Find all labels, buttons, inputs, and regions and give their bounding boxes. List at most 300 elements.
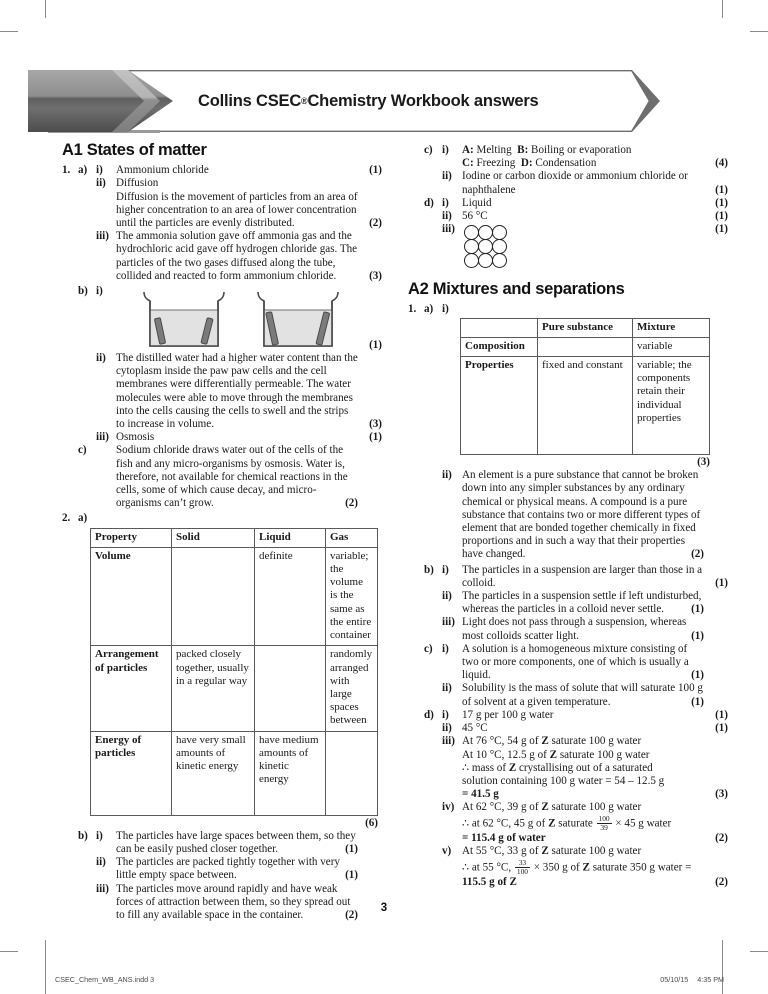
marks-value: (1): [369, 338, 382, 351]
answer-a2-1d-v: [408, 845, 728, 889]
answer-text-value: Sodium chloride draws water out of the cells of the fish and any micro-organisms by osmosis. Water is, therefore, not available for chemical reactions in the cells, some of which cause decay, and micro-organisms can’t grow.: [116, 444, 348, 510]
question-number: 1.: [408, 303, 417, 316]
cell-mixture: variable: [633, 337, 710, 356]
circle-row: [464, 225, 704, 239]
working-text: crystallising out of a saturated: [516, 761, 653, 774]
crop-mark-left-horizontal: [0, 31, 18, 32]
answer-a2-1c-ii: [408, 682, 728, 708]
answer-1a-i: [62, 164, 382, 177]
states-of-matter-table: [90, 528, 378, 816]
sub-part-roman: i): [96, 285, 103, 298]
marks-value: (1): [345, 842, 358, 855]
marks-value: (3): [697, 456, 710, 469]
spacer: [424, 722, 442, 735]
marks-value: (1): [715, 576, 728, 589]
spacer: [408, 682, 424, 708]
sub-part-roman: ii): [442, 469, 452, 482]
crop-mark-bottom-left-horizontal: [0, 951, 18, 952]
cell-property: Arrangement of particles: [91, 646, 172, 731]
beaker-right-icon: [252, 288, 344, 352]
cell-solid: packed closely together, usually in a regular way: [172, 646, 255, 731]
spacer: [96, 444, 116, 510]
states-of-matter-table-wrapper: [90, 528, 378, 830]
spacer: [706, 682, 728, 708]
marks-value: (1): [715, 196, 728, 209]
answer-text: [462, 682, 706, 708]
spacer: [360, 512, 382, 525]
spacer: [424, 682, 442, 708]
working-line-2: [462, 749, 704, 762]
crop-mark-bottom-right-vertical: [722, 940, 723, 994]
working-line-1: [462, 845, 704, 858]
cell-property: Volume: [91, 547, 172, 645]
pure-vs-mixture-table-wrapper: [460, 318, 710, 470]
sub-part-roman: v): [442, 845, 452, 858]
spacer: [408, 590, 424, 616]
result-value: = 115.4 g of water: [462, 832, 546, 845]
section-heading-a2: A2 Mixtures and separations: [408, 280, 625, 299]
left-column: [62, 141, 382, 922]
table-header-row: [91, 528, 378, 547]
cell-gas: randomly arranged with large spaces between: [326, 646, 378, 731]
answer-text: 17 g per 100 g water: [462, 708, 554, 721]
beaker-diagram: [116, 285, 360, 352]
answer-text: The distilled water had a higher water content than the cytoplasm inside the paw paw cells and the cell membranes were differentially permeable. The water molecules were able to move through the membranes into the cells causing the cells to swell and the strips to increase in volume.: [116, 352, 358, 431]
footer-date: 05/10/15: [660, 975, 689, 984]
page-header-banner: [28, 70, 688, 134]
working-text: saturate 350 g water =: [589, 861, 692, 874]
spacer: [116, 512, 360, 525]
sub-part-roman: ii): [96, 177, 106, 190]
spacer: [408, 469, 424, 561]
spacer: [78, 230, 96, 283]
fraction: [515, 859, 530, 876]
answer-1d-iii: [408, 223, 728, 267]
marks-value: (1): [369, 164, 382, 177]
spacer: [408, 845, 424, 889]
part-letter: c): [424, 642, 433, 655]
column-header-mixture: Mixture: [633, 318, 710, 337]
pure-vs-mixture-table: [460, 318, 710, 455]
marks-value: (1): [715, 210, 728, 223]
marks-value: (2): [715, 832, 728, 845]
table-header-row: [461, 318, 710, 337]
part-letter: a): [78, 512, 88, 525]
marks-value: (2): [369, 217, 382, 230]
sub-part-roman: i): [96, 164, 103, 177]
answer-2b-ii: [62, 856, 382, 882]
marks-value: (1): [715, 183, 728, 196]
circle-row: [464, 253, 704, 267]
answer-2a-label: [62, 512, 382, 525]
cell-gas: variable; the volume is the same as the entire container: [326, 547, 378, 645]
sub-part-roman: ii): [442, 210, 452, 223]
spacer: [408, 564, 424, 590]
spacer: [424, 845, 442, 889]
table-row: [91, 646, 378, 731]
answer-line-ab: [462, 144, 704, 157]
answer-text: [116, 856, 360, 882]
part-letter: b): [78, 285, 88, 298]
working-text: At 10 °C, 12.5 g of: [462, 748, 550, 761]
spacer: [424, 210, 442, 223]
marks-value: (1): [715, 722, 728, 735]
working-line-1: [462, 735, 704, 748]
page-footer: [55, 975, 724, 984]
particle-circle-icon: [464, 239, 479, 254]
value-c: Freezing: [473, 157, 516, 170]
part-letter: a): [424, 303, 434, 316]
cell-pure: [538, 337, 633, 356]
substance-z: Z: [541, 845, 549, 858]
answer-text-value: The particles have large spaces between them, so they can be easily pushed closer together.: [116, 829, 356, 855]
answer-a2-1d-iii: [408, 735, 728, 801]
cell-property: Energy of particles: [91, 731, 172, 815]
answer-text-value: An element is a pure substance that cannot be broken down into any simpler substances by any ordinary chemical or physical means. A compound is a pure substance that contains two or more different types of element that are bonded together chemically in fixed proportions and in such a way that their properties have changed.: [462, 469, 701, 561]
sub-part-roman: ii): [96, 856, 106, 869]
particle-circle-icon: [478, 239, 493, 254]
spacer: [78, 856, 96, 882]
spacer: [424, 801, 442, 845]
answer-a2-1b-i: [408, 564, 728, 590]
working-text: saturate 100 g water: [548, 801, 642, 814]
answer-text: [462, 643, 706, 683]
answer-text: The particles in a suspension are larger than those in a colloid.: [462, 563, 703, 589]
working-text: saturate: [555, 817, 596, 830]
table-row: [461, 357, 710, 455]
spacer: [360, 444, 382, 510]
working-text: × 350 g of: [530, 861, 583, 874]
particle-circle-icon: [464, 253, 479, 268]
part-letter: c): [424, 144, 433, 156]
footer-time: 4:35 PM: [697, 975, 724, 984]
table-row: [461, 337, 710, 356]
working-text: ∴ mass of: [462, 761, 509, 774]
column-header-gas: Gas: [326, 528, 378, 547]
marks-value: (3): [369, 418, 382, 431]
marks-value: (3): [369, 269, 382, 282]
spacer: [408, 801, 424, 845]
sub-part-roman: iii): [96, 882, 109, 895]
spacer: [360, 830, 382, 856]
crop-mark-right-horizontal: [750, 31, 768, 32]
answer-1b-i: [62, 285, 382, 352]
answer-a2-1b-ii: [408, 590, 728, 616]
part-letter: d): [424, 708, 434, 721]
sub-part-roman: ii): [442, 682, 452, 695]
right-column: [408, 144, 728, 889]
working-line-2: [462, 815, 704, 833]
answer-a2-1d-iv: [408, 801, 728, 845]
sub-part-roman: i): [442, 708, 449, 721]
answer-text: Liquid: [462, 196, 492, 209]
result-value: 115.5 g of Z: [462, 876, 517, 889]
column-header-liquid: Liquid: [255, 528, 326, 547]
answer-1c: [62, 444, 382, 510]
beaker-left-icon: [138, 288, 230, 352]
answer-text: The ammonia solution gave off ammonia gas and the hydrochloric acid gave off hydrogen chloride gas. The particles of the two gases diffused along the tube, collided and reacted to form ammonium chloride.: [116, 230, 358, 282]
spacer: [408, 735, 424, 801]
spacer: [424, 590, 442, 616]
working-result: [462, 788, 704, 801]
spacer: [706, 616, 728, 642]
sub-part-roman: i): [442, 563, 449, 576]
spacer: [408, 709, 424, 722]
value-a: Melting: [473, 144, 512, 156]
circle-row: [464, 239, 704, 253]
marks-value: (2): [715, 876, 728, 889]
marks-value: (1): [691, 629, 704, 642]
marks-value: (1): [691, 603, 704, 616]
cell-row-label: Composition: [461, 337, 538, 356]
working-result: [462, 832, 704, 845]
fraction: [597, 815, 612, 832]
sub-part-roman: iii): [442, 616, 455, 629]
answer-text: 56 °C: [462, 210, 488, 223]
sub-part-roman: iv): [442, 801, 455, 814]
spacer: [408, 197, 424, 210]
particle-circle-icon: [478, 253, 493, 268]
part-letter: b): [78, 829, 88, 842]
crop-mark-top-right-vertical: [722, 0, 723, 18]
marks-value: (1): [715, 708, 728, 721]
label-c: C:: [462, 157, 474, 170]
spacer: [62, 830, 78, 856]
answer-text: 45 °C: [462, 722, 488, 735]
cell-gas: [326, 731, 378, 815]
fraction-denominator: 100: [516, 866, 528, 876]
crop-mark-top-left-vertical: [45, 0, 46, 18]
spacer: [706, 643, 728, 683]
cell-solid: [172, 547, 255, 645]
spacer: [424, 735, 442, 801]
cell-solid: have very small amounts of kinetic energy: [172, 731, 255, 815]
spacer: [408, 210, 424, 223]
spacer: [706, 469, 728, 561]
sub-part-roman: ii): [442, 170, 452, 183]
working-line-2: [462, 859, 704, 877]
sub-part-roman: i): [442, 144, 449, 156]
particle-circle-icon: [464, 225, 479, 240]
working-text: At 76 °C, 54 g of: [462, 735, 542, 748]
particle-circle-icon: [492, 225, 507, 240]
answer-text: [462, 144, 706, 170]
answer-a2-1a-ii: [408, 469, 728, 561]
answer-a2-1b-iii: [408, 616, 728, 642]
spacer: [424, 616, 442, 642]
sub-part-roman: i): [96, 829, 103, 842]
cell-row-label: Properties: [461, 357, 538, 455]
column-header-blank: [461, 318, 538, 337]
answer-working: [462, 735, 706, 801]
working-text: ∴ at 62 °C, 45 g of: [462, 817, 549, 830]
marks-value: (3): [715, 788, 728, 801]
answer-text-value: Solubility is the mass of solute that will saturate 100 g of solvent at a given temperature.: [462, 682, 703, 708]
working-line-4: solution containing 100 g water = 54 – 12.5 g: [462, 774, 665, 787]
sub-part-roman: ii): [96, 352, 106, 365]
answer-working: [462, 845, 706, 889]
spacer: [408, 144, 424, 170]
answer-text-value: The particles are packed tightly together with very little empty space between.: [116, 856, 340, 882]
marks-value: (4): [715, 157, 728, 170]
working-result: [462, 876, 704, 889]
page-number: 3: [380, 902, 388, 914]
marks-value: (2): [345, 908, 358, 921]
answer-1b-ii: [62, 352, 382, 431]
particle-circle-icon: [478, 225, 493, 240]
part-letter: c): [78, 444, 87, 457]
spacer: [62, 856, 78, 882]
spacer: [462, 303, 706, 316]
fraction-numerator: 33: [518, 857, 527, 867]
spacer: [62, 177, 78, 230]
substance-z: Z: [541, 735, 549, 748]
answer-line-cd: [462, 157, 704, 170]
spacer: [706, 303, 728, 316]
spacer: [408, 643, 424, 683]
cell-pure: fixed and constant: [538, 357, 633, 455]
spacer: [78, 177, 96, 230]
answer-1b-iii: [62, 431, 382, 444]
cell-liquid: [255, 646, 326, 731]
table-row: [91, 731, 378, 815]
marks-value: (2): [691, 548, 704, 561]
answer-1d-i: [408, 197, 728, 210]
answer-text-line1: Diffusion: [116, 177, 159, 190]
fraction-numerator: 100: [598, 813, 610, 823]
spacer: [78, 352, 96, 431]
sub-part-roman: iii): [96, 230, 109, 243]
spacer: [408, 722, 424, 735]
sub-part-roman: ii): [442, 590, 452, 603]
sub-part-roman: ii): [442, 722, 452, 735]
working-text: saturate 100 g water: [557, 748, 650, 761]
marks-value: (1): [691, 695, 704, 708]
marks-value: (1): [691, 669, 704, 682]
working-line-1: [462, 801, 704, 814]
answer-2b-i: [62, 830, 382, 856]
spacer: [408, 170, 424, 196]
spacer: [62, 431, 78, 444]
working-text: saturate 100 g water: [548, 735, 642, 748]
substance-z: Z: [508, 761, 517, 774]
particle-circle-icon: [492, 253, 507, 268]
working-text: × 45 g water: [612, 817, 672, 830]
section-heading-a1: A1 States of matter: [62, 141, 207, 159]
column-header-property: Property: [91, 528, 172, 547]
spacer: [360, 856, 382, 882]
footer-filename: CSEC_Chem_WB_ANS.indd 3: [55, 975, 155, 984]
answer-a2-1c-i: [408, 643, 728, 683]
part-letter: b): [424, 563, 434, 576]
answer-text-value: A solution is a homogeneous mixture consisting of two or more components, one of which is usually a liquid.: [462, 642, 689, 682]
working-text: At 55 °C, 33 g of: [462, 845, 542, 858]
answer-text-value: The particles move around rapidly and have weak forces of attraction between them, so they spread out to fill any available space in the container.: [116, 882, 351, 921]
marks-value: (6): [365, 816, 378, 829]
value-b: Boiling or evaporation: [528, 144, 632, 156]
beaker-figure: [138, 288, 358, 352]
answer-1c-ii: [408, 170, 728, 196]
part-letter: d): [424, 196, 434, 209]
marks-value: (2): [345, 497, 358, 510]
crop-mark-bottom-right-horizontal: [750, 951, 768, 952]
substance-z: Z: [541, 801, 549, 814]
sub-part-roman: i): [442, 196, 449, 209]
answer-text: Ammonium chloride: [116, 164, 209, 177]
particle-circle-icon: [492, 239, 507, 254]
answer-text: Osmosis: [116, 431, 155, 444]
spacer: [78, 431, 96, 444]
label-a: A:: [462, 144, 474, 156]
value-d: Condensation: [532, 157, 597, 170]
answer-working: [462, 801, 706, 845]
column-header-solid: Solid: [172, 528, 255, 547]
sub-part-roman: i): [442, 642, 449, 655]
answer-text: [116, 177, 360, 230]
cell-mixture: variable; the components retain their individual properties: [633, 357, 710, 455]
spacer: [96, 512, 116, 525]
marks-value: (1): [369, 431, 382, 444]
answer-a2-1d-i: [408, 709, 728, 722]
answer-a2-1a-i-label: [408, 303, 728, 316]
column-header-pure-substance: Pure substance: [538, 318, 633, 337]
answer-text: [462, 590, 706, 616]
sub-part-roman: iii): [442, 223, 455, 236]
part-letter: a): [78, 164, 88, 177]
spacer: [424, 223, 442, 267]
spacer: [424, 469, 442, 561]
label-d: D:: [520, 157, 533, 170]
answer-text-line2: Diffusion is the movement of particles from an area of higher concentration to an area of lower concentration until the particles are evenly distributed.: [116, 190, 358, 230]
spacer: [62, 444, 78, 510]
fraction-denominator: 39: [597, 823, 612, 832]
marks-value: (1): [345, 869, 358, 882]
working-line-3: [462, 762, 704, 775]
result-value: = 41.5 g: [462, 788, 499, 801]
answer-text: [116, 830, 360, 856]
page-title-rest: Chemistry Workbook answers: [307, 91, 539, 110]
page-title: [198, 70, 539, 132]
particle-arrangement-diagram: [462, 223, 706, 267]
spacer: [408, 223, 424, 267]
answer-1a-iii: [62, 230, 382, 283]
answer-text-value: The particles in a suspension settle if left undisturbed, whereas the particles in a colloid never settle.: [462, 590, 702, 616]
answer-1c-i: [408, 144, 728, 170]
label-b: B:: [517, 144, 529, 156]
table-row: [91, 547, 378, 645]
working-text: At 62 °C, 39 g of: [462, 801, 542, 814]
working-text: saturate 100 g water: [548, 845, 642, 858]
answer-1a-ii: [62, 177, 382, 230]
working-text: ∴ at 55 °C,: [462, 861, 514, 874]
question-number: 1.: [62, 164, 71, 177]
answer-1d-ii: [408, 210, 728, 223]
answer-text: [462, 616, 706, 642]
answer-text-value: Light does not pass through a suspension, whereas most colloids scatter light.: [462, 616, 687, 642]
sub-part-roman: iii): [96, 431, 109, 444]
marks-value: (1): [715, 223, 728, 236]
crop-mark-bottom-left-vertical: [45, 940, 46, 994]
answer-text: [462, 469, 706, 561]
answer-text: [116, 444, 360, 510]
sub-part-roman: i): [442, 303, 449, 316]
footer-timestamp: [651, 975, 724, 984]
registered-trademark-icon: ®: [301, 96, 308, 106]
cell-liquid: definite: [255, 547, 326, 645]
sub-part-roman: iii): [442, 735, 455, 748]
spacer: [424, 170, 442, 196]
substance-z: Z: [549, 748, 558, 761]
